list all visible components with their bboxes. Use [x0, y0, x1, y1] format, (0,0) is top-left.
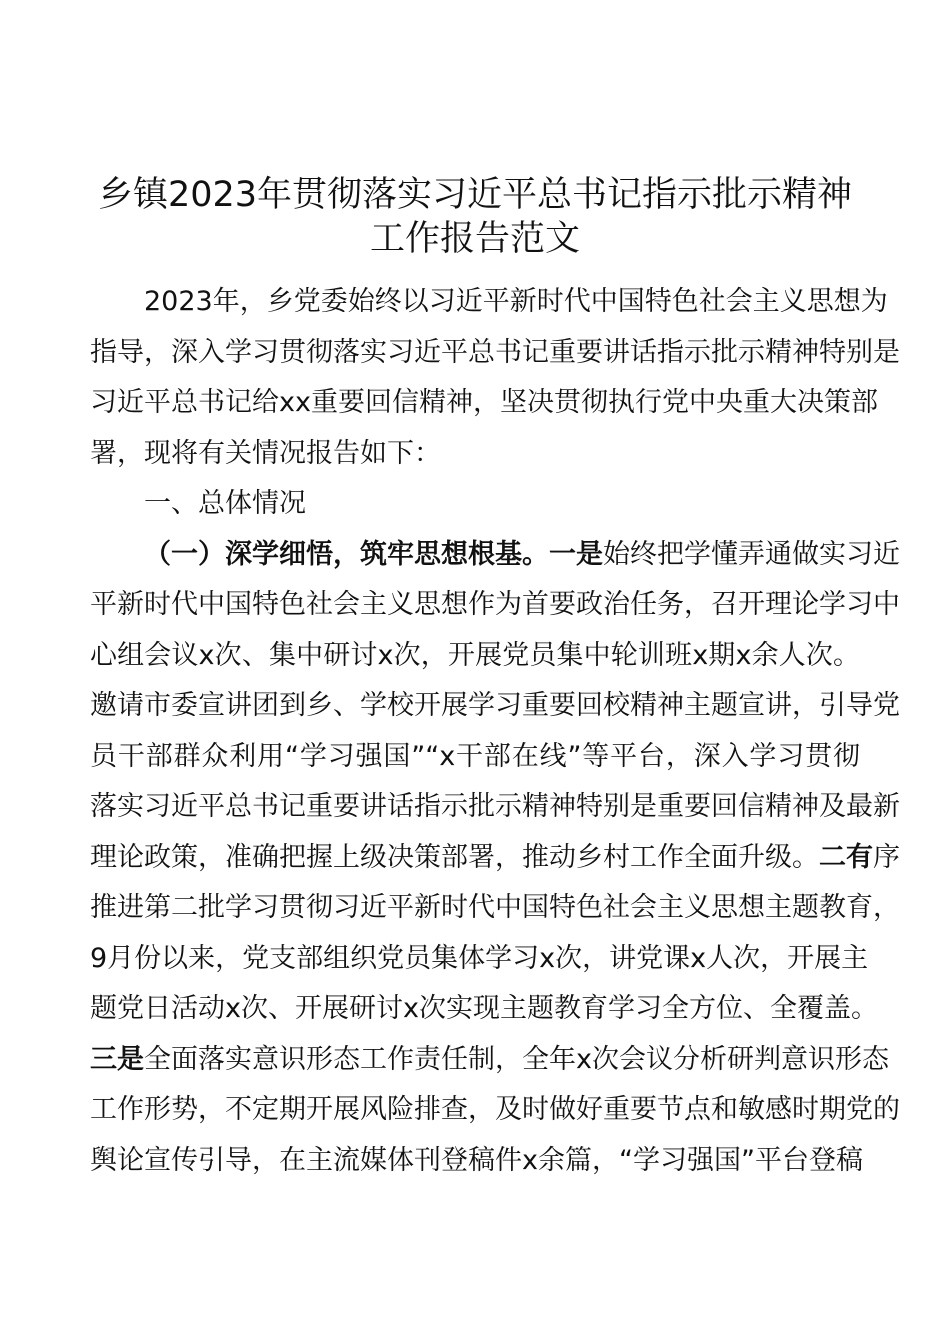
para1-line-9: 9月份以来，党支部组织党员集体学习x次，讲党课x人次，开展主: [90, 942, 869, 974]
intro-line-3: 习近平总书记给xx重要回信精神，坚决贯彻执行党中央重大决策部: [90, 387, 878, 418]
intro-line-1: 2023年，乡党委始终以习近平新时代中国特色社会主义思想为: [144, 286, 888, 317]
para1-line-12: 工作形势，不定期开展风险排查，及时做好重要节点和敏感时期党的: [90, 1094, 900, 1125]
subsection-heading: （一）深学细悟，筑牢思想根基。: [144, 538, 549, 570]
document-title: [70, 173, 880, 261]
document-body: [90, 277, 900, 1186]
para1-line-2: 平新时代中国特色社会主义思想作为首要政治任务，召开理论学习中: [90, 589, 900, 620]
para1-line-4: 邀请市委宣讲团到乡、学校开展学习重要回校精神主题宣讲，引导党: [90, 690, 900, 721]
point-marker-1: 一是: [549, 538, 603, 570]
title-line-1: 乡镇2023年贯彻落实习近平总书记指示批示精神: [97, 175, 853, 215]
para1-line-11: [90, 1035, 889, 1086]
para1-line-7-tail: 序: [873, 841, 900, 873]
point-marker-3: 三是: [90, 1043, 144, 1075]
para1-line-1-text: 始终把学懂弄通做实习近: [603, 538, 900, 570]
intro-line-2: 指导，深入学习贯彻落实习近平总书记重要讲话指示批示精神特别是: [90, 336, 900, 368]
title-line-2: 工作报告范文: [369, 219, 580, 259]
point-marker-2: 二有: [819, 841, 873, 873]
para1-line-1: [90, 530, 900, 581]
intro-line-4: 署，现将有关情况报告如下：: [90, 437, 441, 469]
para1-line-13: 舆论宣传引导，在主流媒体刊登稿件x余篇，“学习强国”平台登稿: [90, 1144, 863, 1176]
para1-line-6: 落实习近平总书记重要讲话指示批示精神特别是重要回信精神及最新: [90, 791, 900, 822]
para1-line-8: 推进第二批学习贯彻习近平新时代中国特色社会主义思想主题教育，: [90, 892, 900, 923]
para1-line-5: 员干部群众利用“学习强国”“x干部在线”等平台，深入学习贯彻: [90, 740, 860, 772]
para1-line-11-text: 全面落实意识形态工作责任制，全年x次会议分析研判意识形态: [144, 1043, 889, 1075]
section-heading: 一、总体情况: [144, 488, 306, 519]
para1-line-7: [90, 833, 900, 884]
para1-line-7-text: 理论政策，准确把握上级决策部署，推动乡村工作全面升级。: [90, 841, 819, 873]
para1-line-3: 心组会议x次、集中研讨x次，开展党员集中轮训班x期x余人次。: [90, 639, 860, 671]
para1-line-10: 题党日活动x次、开展研讨x次实现主题教育学习全方位、全覆盖。: [90, 993, 878, 1024]
